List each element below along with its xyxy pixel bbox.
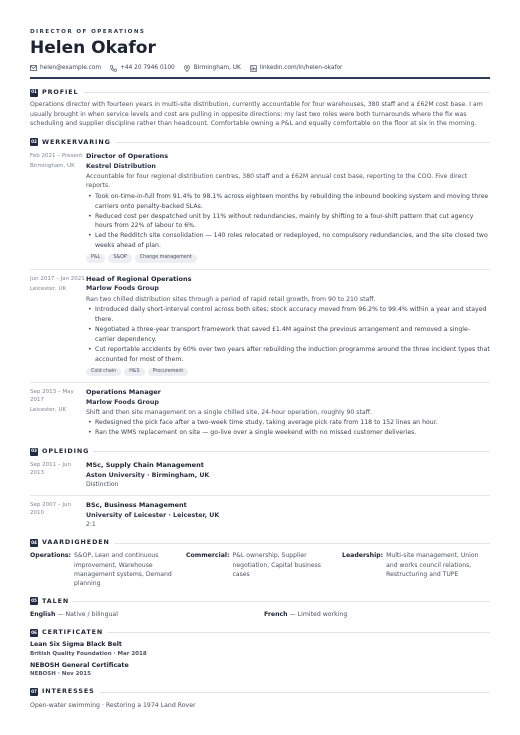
job-entry [30,275,490,377]
section-title: TALEN [42,596,70,605]
section-rule [99,692,490,693]
skill-value: Multi-site management, Union and works council relations, Restructuring and TUPE [386,552,479,578]
job-location: Leicester, UK [30,407,67,414]
languages-row [30,610,490,619]
skill-group [186,551,342,588]
section-header [30,597,490,606]
section-title: INTERESSES [42,687,95,696]
section-title: CERTIFICATEN [42,627,104,636]
section-rule [93,451,490,452]
section-header [30,138,490,147]
job-meta [30,152,86,263]
education-entry [30,461,490,489]
contact-location: Birmingham, UK [184,64,241,73]
job-location: Leicester, UK [30,285,67,292]
contact-phone[interactable]: +44 20 7946 0100 [110,64,175,73]
job-dates: Jun 2017 – Jan 2021 [30,275,85,282]
degree-detail: Distinction [86,481,119,489]
skills-grid [30,551,490,588]
section-number: 07 [30,688,38,696]
language-name: French [264,610,288,618]
job-bullet: • Took on-time-in-full from 91.4% to 98.1% across eighteen months by rebuilding the inbound booking system and moving three carriers onto penalty-backed SLAs. [86,192,490,212]
skill-tag: Change management [135,254,197,263]
header-rule [30,77,490,79]
degree-detail: 2:1 [86,521,96,529]
certificate-name: NEBOSH General Certificate [30,661,129,669]
job-dates: Sep 2013 – May 2017 [30,388,74,404]
job-bullets [86,418,490,438]
school-name: Aston University · Birmingham, UK [86,471,210,479]
job-bullet: • Redesigned the pick face after a two-week time study, taking average pick rate from 118 to 152 lines an hour. [86,418,490,428]
skill-value: S&OP, Lean and continuous improvement, Warehouse management systems, Demand planning [74,552,172,587]
section-certificates [30,628,490,678]
education-body [86,501,490,529]
job-tags [86,368,490,377]
language-item [30,610,264,619]
section-title: VAARDIGHEDEN [42,538,110,547]
section-number: 05 [30,597,38,605]
job-tags [86,254,490,263]
job-org: Kestrel Distribution [86,162,156,170]
language-item [264,610,490,619]
section-title: WERKERVARING [42,137,111,146]
job-summary: Shift and then site management on a single chilled site, 24-hour operation, roughly 90 staff. [86,409,372,416]
job-bullet: • Led the Redditch site consolidation — 140 roles relocated or redeployed, no compulsory redundancies, and the site closed two weeks ahead of plan. [86,231,490,251]
candidate-name: Helen Okafor [30,38,156,59]
section-number: 03 [30,448,38,456]
language-level: — Limited working [287,610,348,618]
education-entry [30,501,490,529]
skill-label: Leadership: [342,552,384,560]
job-kicker: DIRECTOR OF OPERATIONS [30,29,146,35]
skill-tag: H&S [124,368,144,377]
job-title: Operations Manager [86,387,161,396]
profile-text: Operations director with fourteen years in multi-site distribution, currently accountable for four warehouses, 380 staff and a £62M cost base. I am usually brought in when service levels and cost are pulling in opposite directions: my last two roles were both turnarounds where the fix was scheduling and supplier discipline rather than headcount. Comfortable owning a P&L and equally comfortable on the floor at six in the morning. [30,101,483,128]
skill-label: Operations: [30,552,72,560]
certificate-name: Lean Six Sigma Black Belt [30,641,122,649]
skill-value: P&L ownership, Supplier negotiation, Capital business cases [232,552,321,578]
degree-title: MSc, Supply Chain Management [86,461,204,470]
entry-divider [30,495,490,496]
contact-linkedin[interactable]: linkedin.com/in/helen-okafor [250,64,343,73]
entry-divider [30,269,490,270]
section-education [30,447,490,529]
job-body [86,388,490,438]
job-bullet: • Cut reportable accidents by 60% over two years after rebuilding the induction programme around the three incident types that accounted for most of them. [86,345,490,365]
skill-tag: Procurement [148,368,189,377]
job-entry [30,388,490,438]
job-meta [30,388,86,438]
section-rule [114,543,490,544]
job-org: Marlow Foods Group [86,285,159,293]
section-experience [30,138,490,438]
degree-title: BSc, Business Management [86,501,187,510]
section-interests [30,688,490,710]
job-bullet: • Ran the WMS replacement on site — go-live over a single weekend with no missed customer deliveries. [86,428,490,438]
section-title: PROFIEL [42,87,79,96]
section-languages [30,597,490,619]
section-number: 02 [30,138,38,146]
section-rule [115,142,490,143]
job-body [86,152,490,263]
job-entry [30,152,490,263]
skill-tag: Cold chain [86,368,121,377]
job-org: Marlow Foods Group [86,398,159,406]
education-body [86,461,490,489]
job-bullet: • Negotiated a three-year transport framework that saved £1.4M against the previous arrangement and removed a single-carrier dependency. [86,325,490,345]
certificate-item [30,640,490,658]
job-summary: Ran two chilled distribution sites through a period of rapid retail growth, from 90 to 210 staff. [86,295,376,303]
education-dates: Sep 2007 – Jun 2010 [30,502,71,517]
certificate-meta: NEBOSH · Nov 2015 [30,671,91,678]
job-body [86,275,490,377]
skill-group [30,551,186,588]
section-number: 01 [30,89,38,97]
section-header [30,688,490,697]
section-rule [107,632,490,633]
job-summary: Accountable for four regional distribution centres, 380 staff and a £62M annual cost base, reporting to the COO. Five direct reports. [86,173,468,190]
school-name: University of Leicester · Leicester, UK [86,511,220,519]
job-bullets [86,192,490,252]
contact-row [30,64,490,73]
section-profile [30,88,490,129]
education-dates: Sep 2011 – Jun 2013 [30,462,71,477]
job-title: Director of Operations [86,151,169,160]
section-title: OPLEIDING [42,446,90,455]
location-pin-icon [184,65,191,72]
section-header [30,88,490,97]
section-rule [83,92,490,93]
phone-icon [110,65,117,72]
language-level: — Native / bilingual [55,610,118,618]
job-dates: Feb 2021 – Present [30,152,83,159]
language-name: English [30,610,56,618]
job-location: Birmingham, UK [30,163,75,170]
certificate-item [30,661,490,679]
certificate-meta: British Quality Foundation · Mar 2018 [30,650,147,657]
mail-icon [30,65,37,72]
interests-text: Open-water swimming · Restoring a 1974 Land Rover [30,701,196,709]
job-bullet: • Reduced cost per despatched unit by 11% without redundancies, mainly by shifting to a four-shift pattern that cut agency hours from 22% of labour to 6%. [86,212,490,232]
section-number: 06 [30,629,38,637]
entry-divider [30,382,490,383]
section-header [30,447,490,456]
job-meta [30,275,86,377]
job-title: Head of Regional Operations [86,274,192,283]
skill-tag: S&OP [108,254,131,263]
section-rule [73,601,490,602]
section-skills [30,538,490,588]
section-number: 04 [30,539,38,547]
skill-tag: P&L [86,254,105,263]
section-header [30,628,490,637]
linkedin-icon [250,65,257,72]
job-bullets [86,305,490,365]
skill-group [342,551,490,588]
section-header [30,538,490,547]
skill-label: Commercial: [186,552,230,560]
contact-email[interactable]: helen@example.com [30,64,101,73]
job-bullet: • Introduced daily short-interval control across both sites; stock accuracy moved from 96.2% to 99.4% within a year and stayed there. [86,305,490,325]
